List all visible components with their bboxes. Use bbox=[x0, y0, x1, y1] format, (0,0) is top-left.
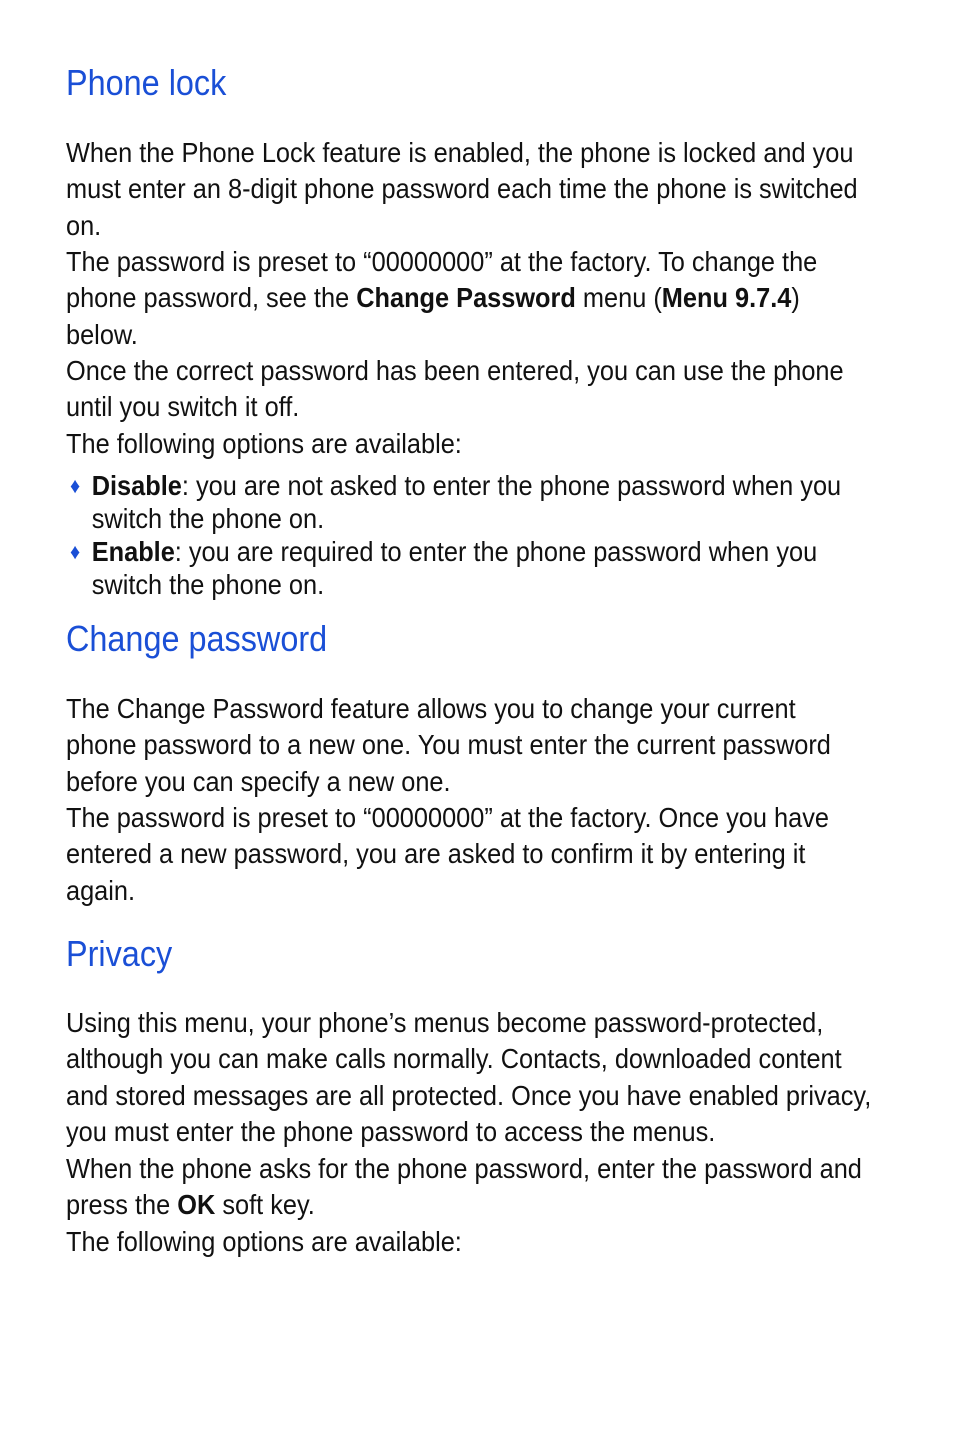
option-disable bbox=[70, 469, 888, 535]
change-password-paragraph-1: The Change Password feature allows you to change your current phone password to a new one. You must enter the current password before you can specify a new one. bbox=[66, 693, 831, 797]
phone-lock-paragraph-3: Once the correct password has been entered, you can use the phone until you switch it off. bbox=[66, 355, 844, 423]
privacy-paragraph-3: The following options are available: bbox=[66, 1226, 462, 1257]
privacy-paragraph-2 bbox=[66, 1151, 871, 1224]
diamond-bullet-icon: ♦ bbox=[70, 473, 81, 498]
phone-lock-paragraph-4: The following options are available: bbox=[66, 428, 462, 459]
option-description: : you are not asked to enter the phone password when you switch the phone on. bbox=[91, 470, 842, 534]
section-heading-change-password: Change password bbox=[66, 618, 328, 659]
section-heading-phone-lock: Phone lock bbox=[66, 62, 227, 103]
change-password-paragraph-2: The password is preset to “00000000” at the factory. Once you have entered a new password, you are asked to confirm it by entering it again. bbox=[66, 802, 829, 906]
option-description: : you are required to enter the phone password when you switch the phone on. bbox=[91, 536, 818, 600]
option-term: Enable bbox=[91, 536, 175, 567]
text: menu ( bbox=[575, 282, 662, 314]
text: ) below. bbox=[66, 282, 800, 350]
option-enable bbox=[70, 535, 888, 601]
text: soft key. bbox=[215, 1189, 315, 1221]
change-password-menu-name: Change Password bbox=[356, 282, 576, 314]
phone-lock-paragraph-1: When the Phone Lock feature is enabled, the phone is locked and you must enter an 8-digit phone password each time the phone is switched on. bbox=[66, 137, 858, 241]
menu-number: Menu 9.7.4 bbox=[661, 282, 792, 314]
text: When the phone asks for the phone password, enter the password and press the bbox=[66, 1153, 862, 1221]
privacy-paragraph-1: Using this menu, your phone’s menus become password-protected, although you can make calls normally. Contacts, downloaded content and stored messages are all protected. Once you have enabled privacy, you must enter the phone password to access the menus. bbox=[66, 1007, 872, 1148]
diamond-bullet-icon: ♦ bbox=[70, 539, 81, 564]
ok-soft-key-name: OK bbox=[177, 1189, 216, 1221]
text: The password is preset to “00000000” at the factory. To change the phone password, see the bbox=[66, 246, 818, 314]
section-heading-privacy: Privacy bbox=[66, 933, 173, 974]
option-term: Disable bbox=[91, 470, 182, 501]
phone-lock-paragraph-2 bbox=[66, 244, 871, 353]
